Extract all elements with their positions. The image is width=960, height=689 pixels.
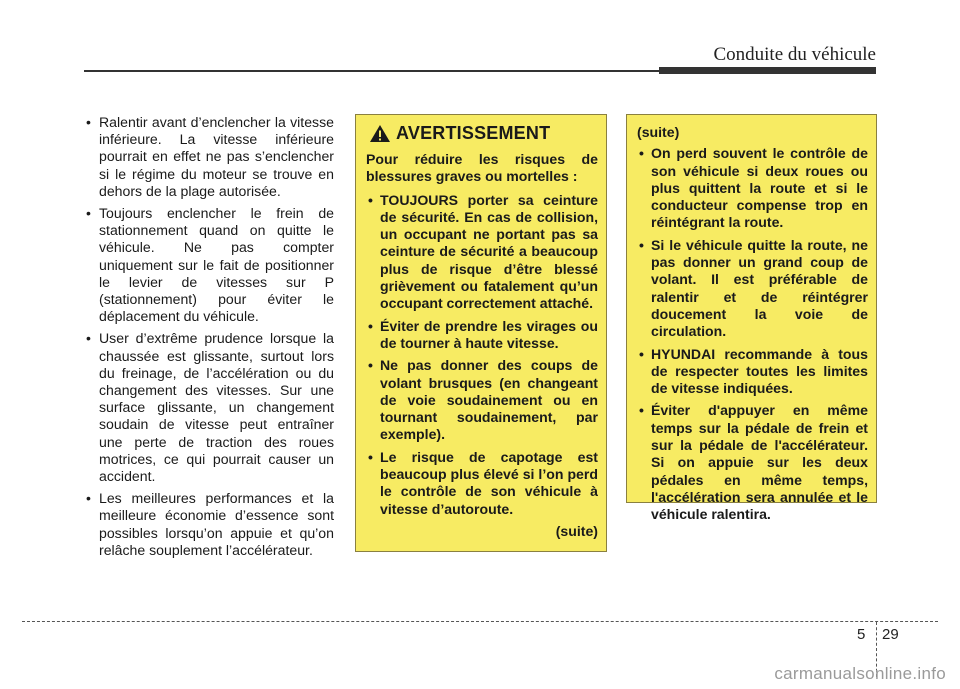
section-title: Conduite du véhicule: [713, 44, 876, 65]
chapter-number: 5: [857, 626, 866, 643]
warning-box-continued: [626, 114, 877, 523]
warning-item-text: On perd souvent le contrôle de son véhicule si deux roues ou plus quittent la route et si le conducteur compense trop en réintégrant la route.: [651, 145, 868, 231]
left-column: [84, 114, 334, 564]
watermark: carmanualsonline.info: [774, 664, 946, 683]
instruction-list: [84, 114, 334, 559]
list-item: • Toujours enclencher le frein de stationnement quand on quitte le véhicule. Ne pas compter uniquement sur le fait de positionner le levier de vitesses sur P (stationnement) pour éviter le déplacement du véhicule.: [86, 205, 334, 325]
warning-item-text: Éviter d'appuyer en même temps sur la pédale de frein et sur la pédale de l'accélérateur. Si on appuie sur les deux pédales en même temps, l'accélération sera annulée et le véhicule ralentira.: [651, 402, 868, 523]
list-item: • Ralentir avant d’enclencher la vitesse inférieure. La vitesse inférieure pourrait en effet ne pas s’enclencher si le régime du moteur se trouve en dehors de la plage autorisée.: [86, 114, 334, 199]
warning-item-text: HYUNDAI recommande à tous de respecter toutes les limites de vitesse indiquées.: [651, 345, 868, 397]
list-item-text: User d’extrême prudence lorsque la chaussée est glissante, surtout lors du freinage, de l’accélération ou du changement des vitesses. Sur une surface glissante, un changement soudain de vitesse peut entraîner une perte de traction des roues motrices, ce qui pourrait causer un accident.: [99, 330, 334, 485]
warning-item: • HYUNDAI recommande à tous de respecter toutes les limites de vitesse indiquées.: [639, 345, 868, 397]
header-rule: [84, 70, 659, 72]
warning-triangle-icon: [369, 124, 391, 143]
warning-item: • TOUJOURS porter sa ceinture de sécurité. En cas de collision, un occupant ne portant pas sa ceinture de sécurité a beaucoup plus de risque d’être blessé grièvement ou fatalement qu’un occupant correctement attaché.: [368, 191, 598, 312]
warning-item: • Le risque de capotage est beaucoup plus élevé si l’on perd le contrôle de son véhicule à vitesse d’autoroute.: [368, 448, 598, 517]
list-item: • Les meilleures performances et la meilleure économie d’essence sont possibles lorsqu’on appuie et qu’on relâche souplement l’accélérateur.: [86, 490, 334, 558]
warning-item-text: Si le véhicule quitte la route, ne pas donner un grand coup de volant. Il est préférable de ralentir et de réintégrer doucement la voie de circulation.: [651, 236, 868, 340]
warning-item-text: Le risque de capotage est beaucoup plus élevé si l’on perd le contrôle de son véhicule à vitesse d’autoroute.: [380, 448, 598, 517]
warning-box: [355, 114, 607, 552]
list-item-text: Les meilleures performances et la meilleure économie d’essence sont possibles lorsqu’on appuie et qu’on relâche souplement l’accélérateur.: [99, 490, 334, 558]
list-item-text: Toujours enclencher le frein de stationnement quand on quitte le véhicule. Ne pas compter uniquement sur le fait de positionner le levier de vitesses sur P (stationnement) pour éviter le déplacement du véhicule.: [99, 205, 334, 325]
warning-list-continued: [637, 145, 868, 523]
warning-intro: Pour réduire les risques de blessures graves ou mortelles :: [366, 151, 598, 185]
warning-item-text: Ne pas donner des coups de volant brusques (en changeant de voie soudainement ou en tournant soudainement, par exemple).: [380, 357, 598, 443]
warning-title: AVERTISSEMENT: [396, 122, 551, 143]
list-item: • User d’extrême prudence lorsque la chaussée est glissante, surtout lors du freinage, de l’accélération ou du changement des vitesses. Sur une surface glissante, un changement soudain de vitesse peut entraîner une perte de traction des roues motrices, ce qui pourrait causer un accident.: [86, 330, 334, 485]
warning-list: [366, 192, 598, 518]
continued-heading: (suite): [637, 124, 680, 140]
warning-item: • On perd souvent le contrôle de son véhicule si deux roues ou plus quittent la route et si le conducteur compense trop en réintégrant la route.: [639, 145, 868, 231]
warning-item-text: Éviter de prendre les virages ou de tourner à haute vitesse.: [380, 317, 598, 351]
warning-item: • Éviter d'appuyer en même temps sur la pédale de frein et sur la pédale de l'accélérateur. Si on appuie sur les deux pédales en même temps, l'accélération sera annulée et le véhicule ralentira.: [639, 402, 868, 523]
warning-item: • Si le véhicule quitte la route, ne pas donner un grand coup de volant. Il est préférable de ralentir et de réintégrer doucement la voie de circulation.: [639, 236, 868, 340]
list-item-text: Ralentir avant d’enclencher la vitesse inférieure. La vitesse inférieure pourrait en effet ne pas s’enclencher si le régime du moteur se trouve en dehors de la plage autorisée.: [99, 114, 334, 199]
page-number: 29: [882, 626, 899, 643]
footer-rule: [22, 621, 938, 622]
warning-item-text: TOUJOURS porter sa ceinture de sécurité. En cas de collision, un occupant ne portant pas sa ceinture de sécurité a beaucoup plus de risque d’être blessé grièvement ou fatalement qu’un occupant correctement attaché.: [380, 191, 598, 312]
warning-item: • Éviter de prendre les virages ou de tourner à haute vitesse.: [368, 317, 598, 351]
warning-header: [369, 124, 598, 143]
continued-label: (suite): [555, 522, 598, 539]
header-rule-accent: [659, 67, 876, 74]
warning-item: • Ne pas donner des coups de volant brusques (en changeant de voie soudainement ou en tournant soudainement, par exemple).: [368, 357, 598, 443]
